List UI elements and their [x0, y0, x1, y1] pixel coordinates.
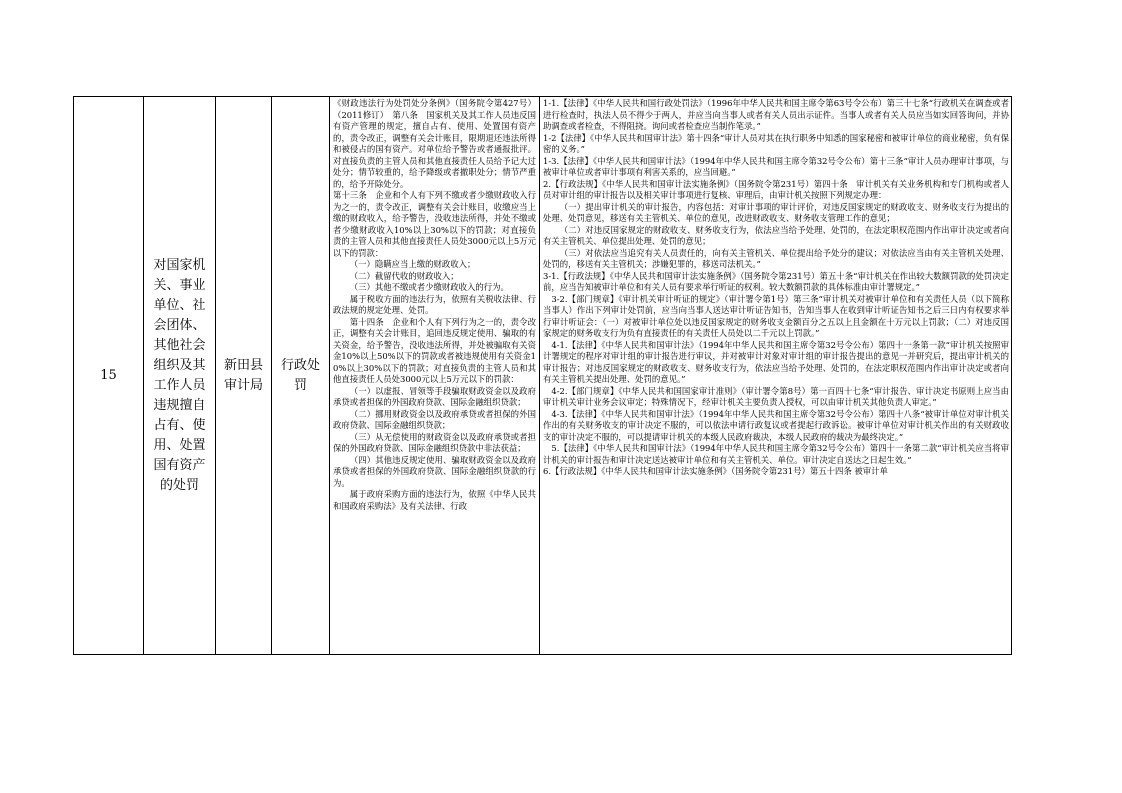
procedure-paragraph: 5.【法律】《中华人民共和国审计法》（1994年中华人民共和国主席令第32号令公布）第四十一条第二款“审计机关应当将审计机关的审计报告和审计决定送达被审计单位和有关主管机关、单位。审计决定自送达之日起生效。”	[543, 443, 1009, 465]
procedure-paragraph: （一）提出审计机关的审计报告，内容包括：对审计事项的审计评价，对违反国家规定的财政收支、财务收支行为提出的处理、处罚意见，移送有关主管机关、单位的意见，改进财政收支、财务收支管理工作的意见；	[543, 201, 1009, 223]
procedure-paragraph: 4-2.【部门规章】《中华人民共和国国家审计准则》（审计署令第8号）第一百四十七条“审计报告、审计决定书原则上应当由审计机关审计业务会议审定；特殊情况下，经审计机关主要负责人授权，可以由审计机关其他负责人审定。”	[543, 385, 1009, 407]
item-name: 对国家机关、事业单位、社会团体、其他社会组织及其工作人员违规擅自占有、使用、处置国有资产的处罚	[153, 257, 206, 493]
item-name-cell	[144, 97, 216, 654]
basis-paragraph: （三）从无偿使用的财政资金以及政府承贷或者担保的外国政府贷款、国际金融组织贷款中非法获益；	[333, 431, 536, 453]
procedure-paragraph: 1-3.【法律】《中华人民共和国审计法》（1994年中华人民共和国主席令第32号令公布）第十三条“审计人员办理审计事项，与被审计单位或者审计事项有利害关系的，应当回避。”	[543, 155, 1009, 177]
basis-paragraph: （三）其他不缴或者少缴财政收入的行为。	[349, 282, 509, 292]
procedure-paragraph: 2.【行政法规】《中华人民共和国审计法实施条例》（国务院令第231号）第四十条 审计机关有关业务机构和专门机构或者人员对审计组的审计报告以及相关审计事项进行复核、审理后，由审计机关按照下列规定办理：	[543, 178, 1009, 200]
basis-paragraph: 属于政府采购方面的违法行为，依照《中华人民共和国政府采购法》及有关法律、行政	[333, 489, 536, 511]
basis-paragraph: （一）隐瞒应当上缴的财政收入；	[349, 259, 476, 269]
basis-paragraph: 第十四条 企业和个人有下列行为之一的，责令改正，调整有关会计账目，追回违反规定使用、骗取的有关资金，给予警告，没收违法所得，并处被骗取有关资金10%以上50%以下的罚款或者被违规使用有关资金10%以上30%以下的罚款；对直接负责的主管人员和其他直接责任人员处3000元以上5万元以下的罚款：	[333, 316, 536, 384]
department-cell	[216, 97, 272, 654]
procedure-paragraph: 4-1.【法律】《中华人民共和国审计法》（1994年中华人民共和国主席令第32号令公布）第四十一条第一款“审计机关按照审计署规定的程序对审计组的审计报告进行审议，并对被审计对象对审计组的审计报告提出的意见一并研究后，提出审计机关的审计报告；对违反国家规定的财政收支、财务收支行为，依法应当给予处理、处罚的，在法定职权范围内作出审计决定或者向有关主管机关提出处理、处罚的意见。”	[543, 339, 1009, 384]
basis-paragraph: （二）挪用财政资金以及政府承贷或者担保的外国政府贷款、国际金融组织贷款；	[333, 408, 536, 430]
procedure-paragraph: （二）对违反国家规定的财政收支、财务收支行为，依法应当给予处理、处罚的，在法定职权范围内作出审计决定或者向有关主管机关、单位提出处理、处罚的意见；	[543, 224, 1009, 246]
procedure-paragraph: 1-1.【法律】《中华人民共和国行政处罚法》（1996年中华人民共和国主席令第63号令公布）第三十七条“行政机关在调查或者进行检查时，执法人员不得少于两人，并应当向当事人或者有关人员出示证件。当事人或者有关人员应当如实回答询问，并协助调查或者检查，不得阻挠。询问或者检查应当制作笔录。”	[543, 98, 1009, 131]
basis-paragraph: （四）其他违反规定使用、骗取财政资金以及政府承贷或者担保的外国政府贷款、国际金融组织贷款的行为。	[333, 454, 536, 488]
procedure-paragraph: （三）对依法应当追究有关人员责任的，向有关主管机关、单位提出给予处分的建议；对依法应当由有关主管机关处理、处罚的，移送有关主管机关；涉嫌犯罪的，移送司法机关。”	[543, 247, 1009, 269]
table-row	[73, 96, 1012, 655]
type-cell	[272, 97, 330, 654]
legal-basis-cell	[330, 97, 540, 654]
procedure-paragraph: 1-2【法律】《中华人民共和国审计法》第十四条“审计人员对其在执行职务中知悉的国家秘密和被审计单位的商业秘密，负有保密的义务。”	[543, 132, 1009, 154]
procedure-paragraph: 6.【行政法规】《中华人民共和国审计法实施条例》（国务院令第231号）第五十四条 被审计单	[543, 466, 888, 476]
basis-paragraph: 《财政违法行为处罚处分条例》（国务院令第427号）（2011修订） 第八条 国家机关及其工作人员违反国有资产管理的规定，擅自占有、使用、处置国有资产的，责令改正，调整有关会计账目，限期退还违法所得和被侵占的国有资产。对单位给予警告或者通报批评。对直接负责的主管人员和其他直接责任人员给予记大过处分；情节较重的，给予降级或者撤职处分；情节严重的，给予开除处分。	[333, 98, 536, 189]
penalty-type: 行政处罚	[280, 357, 320, 393]
basis-paragraph: 第十三条 企业和个人有下列不缴或者少缴财政收入行为之一的，责令改正，调整有关会计账目，收缴应当上缴的财政收入，给予警告，没收违法所得，并处不缴或者少缴财政收入10%以上30%以下的罚款；对直接负责的主管人员和其他直接责任人员处3000元以上5万元以下的罚款：	[333, 190, 536, 258]
procedure-paragraph: 4-3.【法律】《中华人民共和国审计法》（1994年中华人民共和国主席令第32号令公布）第四十八条“被审计单位对审计机关作出的有关财务收支的审计决定不服的，可以依法申请行政复议或者提起行政诉讼。被审计单位对审计机关作出的有关财政收支的审计决定不服的，可以提请审计机关的本级人民政府裁决，本级人民政府的裁决为最终决定。”	[543, 408, 1009, 442]
basis-paragraph: （二）截留代收的财政收入；	[349, 270, 459, 281]
basis-paragraph: 属于税收方面的违法行为，依照有关税收法律、行政法规的规定处理、处罚。	[333, 293, 536, 315]
department: 新田县审计局	[223, 357, 263, 393]
basis-paragraph: （一）以虚报、冒领等手段骗取财政资金以及政府承贷或者担保的外国政府贷款、国际金融组织贷款；	[333, 385, 536, 407]
procedure-paragraph: 3-2.【部门规章】《审计机关审计听证的规定》（审计署令第1号）第三条“审计机关对被审计单位和有关责任人员（以下简称当事人）作出下列审计处罚前，应当向当事人送达审计听证告知书，告知当事人在收到审计听证告知书之后三日内有权要求举行审计听证会：（一）对被审计单位处以违反国家规定的财务收支金额百分之五以上且金额在十万元以上罚款；（二）对违反国家规定的财务收支行为负有直接责任的有关责任人员处以二千元以上罚款。”	[543, 293, 1009, 338]
procedure-basis-cell	[540, 97, 1012, 654]
procedure-paragraph: 3-1.【行政法规】《中华人民共和国审计法实施条例》（国务院令第231号）第五十条“审计机关在作出较大数额罚款的处罚决定前，应当告知被审计单位和有关人员有要求举行听证的权利。较大数额罚款的具体标准由审计署规定。”	[543, 270, 1009, 292]
row-number-text: 15	[100, 368, 117, 383]
row-number	[74, 97, 144, 654]
